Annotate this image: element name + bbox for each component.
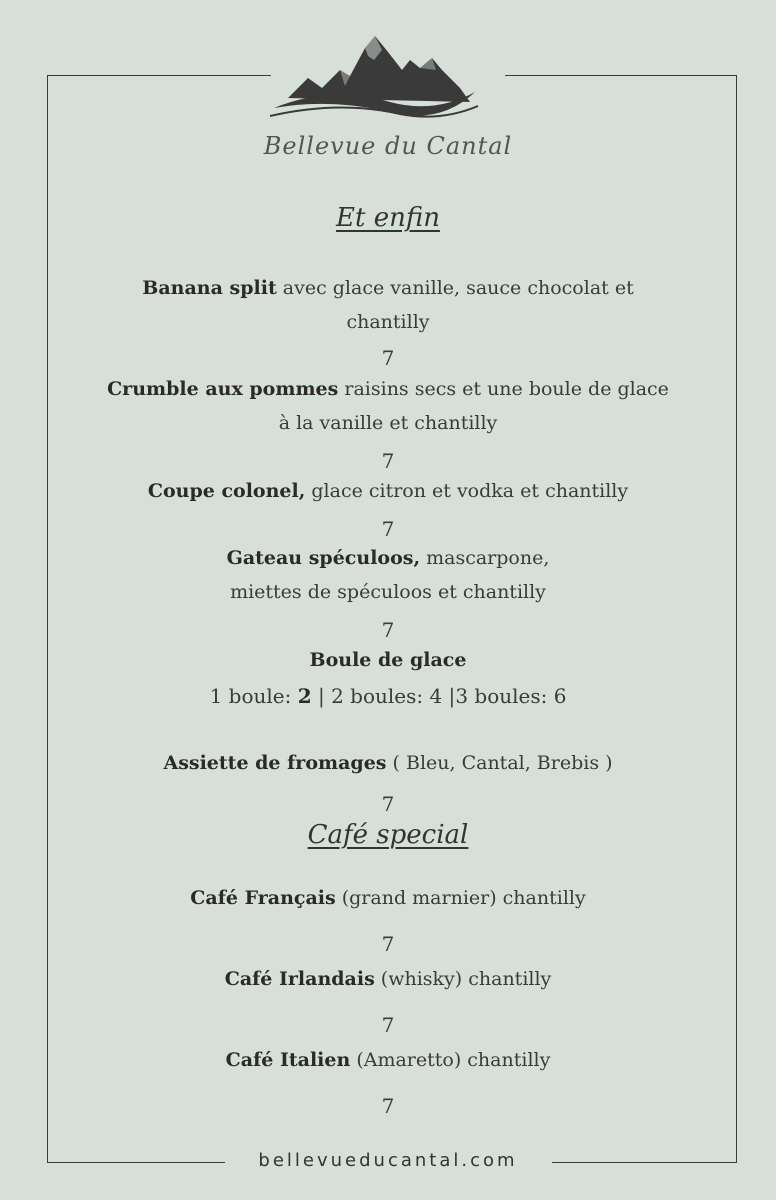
item-description: ( Bleu, Cantal, Brebis ) [386, 752, 613, 774]
item-description: (Amaretto) chantilly [350, 1049, 551, 1071]
menu-item-coupe-colonel [0, 480, 776, 502]
item-description: (whisky) chantilly [374, 968, 552, 990]
ice-separator: | [311, 684, 332, 708]
item-description-continued: à la vanille et chantilly [278, 412, 498, 434]
menu-item-cafe-francais [0, 887, 776, 909]
item-description: raisins secs et une boule de glace [338, 378, 669, 400]
item-name: Coupe colonel, [147, 480, 306, 502]
item-name: Gateau spéculoos, [226, 547, 421, 569]
menu-item-gateau-speculoos [0, 547, 776, 569]
frame-top-left [47, 75, 271, 76]
ice-three: 3 boules: 6 [455, 684, 567, 708]
menu-item-boule-de-glace [0, 649, 776, 671]
section-title-coffee: Café special [307, 820, 469, 850]
ice-cream-prices [0, 684, 776, 708]
menu-item-cafe-irlandais [0, 968, 776, 990]
item-description: (grand marnier) chantilly [335, 887, 586, 909]
item-description-continued: chantilly [346, 311, 430, 333]
ice-one-label: 1 boule: [209, 684, 298, 708]
brand-name: Bellevue du Cantal [263, 132, 513, 160]
item-price: 7 [381, 1094, 395, 1118]
item-name: Café Irlandais [224, 968, 375, 990]
section-title-dessert: Et enfin [336, 203, 440, 233]
item-description: mascarpone, [420, 547, 550, 569]
item-price: 7 [381, 932, 395, 956]
item-price: 7 [381, 618, 395, 642]
frame-top-right [505, 75, 737, 76]
ice-one-price: 2 [297, 684, 312, 708]
item-name: Café Italien [225, 1049, 351, 1071]
item-price: 7 [381, 1013, 395, 1037]
menu-item-assiette-fromages [0, 752, 776, 774]
item-name: Café Français [190, 887, 336, 909]
ice-two: 2 boules: 4 [331, 684, 443, 708]
item-description: avec glace vanille, sauce chocolat et [276, 277, 634, 299]
item-name: Boule de glace [309, 649, 467, 671]
item-price: 7 [381, 346, 395, 370]
item-description-continued: miettes de spéculoos et chantilly [230, 581, 546, 603]
item-price: 7 [381, 792, 395, 816]
mountain-logo-icon [270, 30, 480, 125]
item-name: Assiette de fromages [163, 752, 387, 774]
item-price: 7 [381, 517, 395, 541]
item-name: Banana split [142, 277, 277, 299]
menu-item-banana-split [0, 277, 776, 299]
item-price: 7 [381, 449, 395, 473]
website-link[interactable]: bellevueducantal.com [258, 1150, 518, 1171]
menu-item-cafe-italien [0, 1049, 776, 1071]
ice-separator: | [442, 684, 456, 708]
item-description: glace citron et vodka et chantilly [305, 480, 629, 502]
item-name: Crumble aux pommes [107, 378, 339, 400]
menu-item-crumble [0, 378, 776, 400]
